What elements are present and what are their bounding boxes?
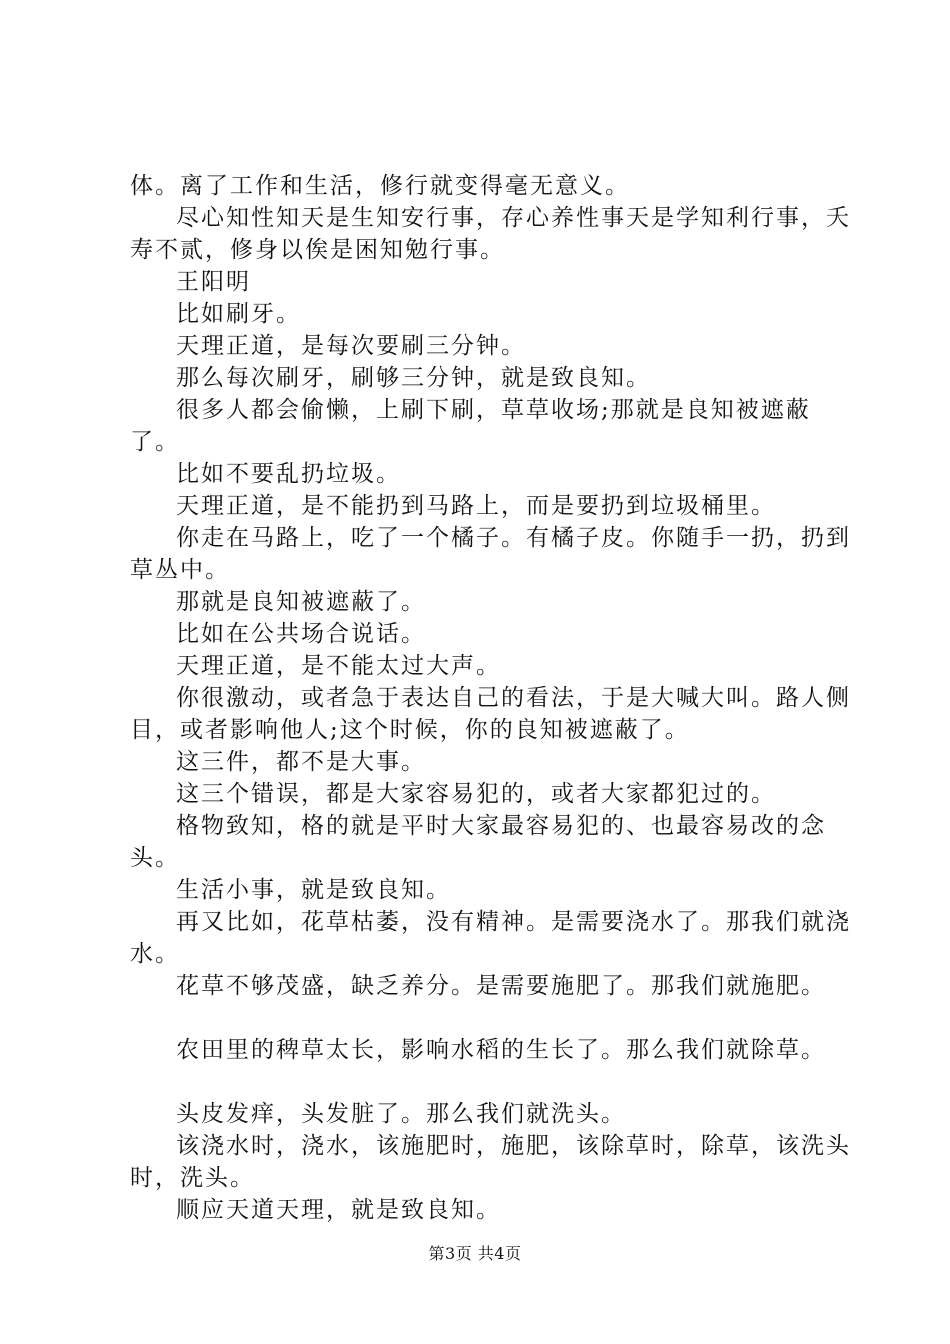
paragraph: 天理正道，是不能扔到马路上，而是要扔到垃圾桶里。 [176, 493, 776, 519]
paragraph: 那就是良知被遮蔽了。 [176, 589, 426, 615]
paragraph: 生活小事，就是致良知。 [176, 877, 451, 903]
paragraph: 农田里的稗草太长，影响水稻的生长了。那么我们就除草。 [176, 1037, 826, 1063]
paragraph: 你走在马路上，吃了一个橘子。有橘子皮。你随手一扔，扔到草丛中。 [130, 525, 851, 583]
paragraph: 王阳明 [176, 269, 251, 295]
paragraph: 比如在公共场合说话。 [176, 621, 426, 647]
paragraph: 比如不要乱扔垃圾。 [176, 461, 401, 487]
paragraph: 这三个错误，都是大家容易犯的，或者大家都犯过的。 [176, 781, 776, 807]
paragraph: 这三件，都不是大事。 [176, 749, 426, 775]
paragraph: 格物致知，格的就是平时大家最容易犯的、也最容易改的念头。 [130, 813, 826, 871]
paragraph: 尽心知性知天是生知安行事，存心养性事天是学知利行事，夭寿不贰，修身以俟是困知勉行事。 [130, 205, 851, 263]
paragraph: 比如刷牙。 [176, 301, 301, 327]
paragraph: 很多人都会偷懒，上刷下刷，草草收场;那就是良知被遮蔽了。 [130, 397, 811, 455]
page-number-footer: 第3页 共4页 [428, 1244, 522, 1263]
paragraph: 顺应天道天理，就是致良知。 [176, 1197, 501, 1223]
paragraph: 该浇水时，浇水，该施肥时，施肥，该除草时，除草，该洗头时，洗头。 [130, 1133, 851, 1191]
paragraph: 再又比如，花草枯萎，没有精神。是需要浇水了。那我们就浇水。 [130, 909, 851, 967]
paragraph: 那么每次刷牙，刷够三分钟，就是致良知。 [176, 365, 651, 391]
paragraph: 天理正道，是每次要刷三分钟。 [176, 333, 526, 359]
paragraph: 体。离了工作和生活，修行就变得毫无意义。 [130, 173, 630, 199]
paragraph: 你很激动，或者急于表达自己的看法，于是大喊大叫。路人侧目，或者影响他人;这个时候，你的良知被遮蔽了。 [130, 685, 851, 743]
document-body [130, 170, 860, 1226]
paragraph: 花草不够茂盛，缺乏养分。是需要施肥了。那我们就施肥。 [176, 973, 826, 999]
paragraph: 头皮发痒，头发脏了。那么我们就洗头。 [176, 1101, 626, 1127]
paragraph: 天理正道，是不能太过大声。 [176, 653, 501, 679]
